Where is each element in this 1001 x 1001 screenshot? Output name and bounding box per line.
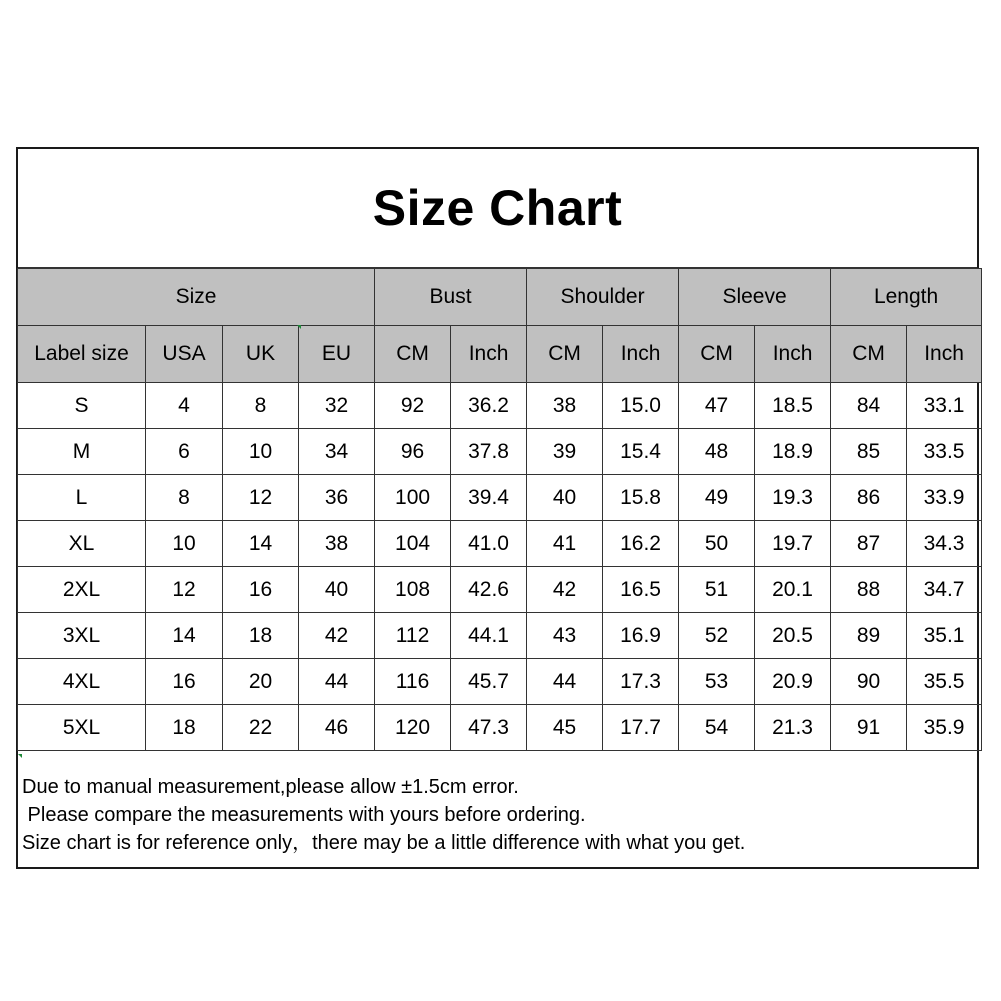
table-cell: S: [18, 383, 146, 429]
group-header-cell: Shoulder: [527, 269, 679, 326]
table-cell: 10: [146, 521, 223, 567]
table-cell: 8: [223, 383, 299, 429]
table-cell: 86: [831, 475, 907, 521]
table-cell: 20.5: [755, 613, 831, 659]
table-cell: 16: [223, 567, 299, 613]
note-line: Due to manual measurement,please allow ±1.5cm error.: [22, 776, 519, 798]
group-header-cell: Length: [831, 269, 982, 326]
table-cell: 5XL: [18, 705, 146, 751]
table-cell: 43: [527, 613, 603, 659]
table-cell: 38: [299, 521, 375, 567]
group-header-cell: Bust: [375, 269, 527, 326]
table-cell: 85: [831, 429, 907, 475]
table-cell: 20: [223, 659, 299, 705]
table-cell: 19.7: [755, 521, 831, 567]
table-cell: 39: [527, 429, 603, 475]
table-row: [18, 429, 982, 475]
table-row: [18, 705, 982, 751]
group-header-cell: Sleeve: [679, 269, 831, 326]
chart-title: Size Chart: [18, 149, 977, 268]
table-cell: 20.1: [755, 567, 831, 613]
column-header-cell: EU: [299, 326, 375, 383]
table-cell: 47.3: [451, 705, 527, 751]
column-header-cell: Label size: [18, 326, 146, 383]
table-cell: 22: [223, 705, 299, 751]
table-cell: 33.1: [907, 383, 982, 429]
size-table-body: [18, 269, 982, 751]
column-header-row: [18, 326, 982, 383]
table-cell: 12: [146, 567, 223, 613]
table-cell: 6: [146, 429, 223, 475]
table-cell: 40: [299, 567, 375, 613]
table-cell: 88: [831, 567, 907, 613]
table-cell: 18.9: [755, 429, 831, 475]
table-cell: 45.7: [451, 659, 527, 705]
table-cell: 2XL: [18, 567, 146, 613]
table-cell: 15.4: [603, 429, 679, 475]
table-cell: 20.9: [755, 659, 831, 705]
table-row: [18, 383, 982, 429]
table-cell: 4XL: [18, 659, 146, 705]
table-cell: 4: [146, 383, 223, 429]
table-cell: 36: [299, 475, 375, 521]
table-cell: 14: [223, 521, 299, 567]
table-row: [18, 659, 982, 705]
table-cell: 51: [679, 567, 755, 613]
table-cell: 16.5: [603, 567, 679, 613]
table-cell: 53: [679, 659, 755, 705]
cell-corner-mark: [18, 754, 22, 758]
table-cell: 35.1: [907, 613, 982, 659]
table-cell: 19.3: [755, 475, 831, 521]
table-cell: 48: [679, 429, 755, 475]
table-cell: 34.7: [907, 567, 982, 613]
table-cell: 89: [831, 613, 907, 659]
table-cell: 33.5: [907, 429, 982, 475]
table-cell: 38: [527, 383, 603, 429]
table-cell: 44: [527, 659, 603, 705]
table-cell: 47: [679, 383, 755, 429]
table-cell: 34: [299, 429, 375, 475]
table-cell: 16: [146, 659, 223, 705]
notes-block: [22, 773, 972, 857]
table-cell: 100: [375, 475, 451, 521]
table-cell: 42: [527, 567, 603, 613]
table-cell: 17.3: [603, 659, 679, 705]
table-cell: 104: [375, 521, 451, 567]
table-cell: 92: [375, 383, 451, 429]
size-chart-sheet: [16, 147, 979, 869]
cell-corner-mark: [297, 325, 301, 329]
table-cell: 18: [146, 705, 223, 751]
column-header-cell: Inch: [603, 326, 679, 383]
table-cell: 42.6: [451, 567, 527, 613]
table-cell: 120: [375, 705, 451, 751]
size-table: [17, 268, 982, 751]
column-header-cell: USA: [146, 326, 223, 383]
group-header-cell: Size: [18, 269, 375, 326]
table-cell: 33.9: [907, 475, 982, 521]
table-cell: 37.8: [451, 429, 527, 475]
table-cell: 52: [679, 613, 755, 659]
table-cell: 21.3: [755, 705, 831, 751]
column-header-cell: UK: [223, 326, 299, 383]
table-cell: 35.9: [907, 705, 982, 751]
table-cell: 44: [299, 659, 375, 705]
table-row: [18, 567, 982, 613]
table-cell: 36.2: [451, 383, 527, 429]
table-cell: 34.3: [907, 521, 982, 567]
table-cell: 45: [527, 705, 603, 751]
table-cell: 44.1: [451, 613, 527, 659]
table-cell: 39.4: [451, 475, 527, 521]
column-header-cell: Inch: [907, 326, 982, 383]
group-header-row: [18, 269, 982, 326]
table-cell: 32: [299, 383, 375, 429]
table-cell: 15.0: [603, 383, 679, 429]
column-header-cell: CM: [831, 326, 907, 383]
table-cell: 8: [146, 475, 223, 521]
column-header-cell: CM: [527, 326, 603, 383]
table-cell: 10: [223, 429, 299, 475]
table-cell: 16.2: [603, 521, 679, 567]
table-cell: 17.7: [603, 705, 679, 751]
table-cell: 14: [146, 613, 223, 659]
table-cell: 41.0: [451, 521, 527, 567]
table-cell: 50: [679, 521, 755, 567]
table-cell: M: [18, 429, 146, 475]
table-cell: 112: [375, 613, 451, 659]
table-cell: 42: [299, 613, 375, 659]
table-cell: 91: [831, 705, 907, 751]
column-header-cell: Inch: [755, 326, 831, 383]
table-cell: 90: [831, 659, 907, 705]
table-cell: 46: [299, 705, 375, 751]
table-cell: 18: [223, 613, 299, 659]
column-header-cell: CM: [679, 326, 755, 383]
column-header-cell: CM: [375, 326, 451, 383]
note-line: Please compare the measurements with yours before ordering.: [22, 804, 586, 826]
table-cell: L: [18, 475, 146, 521]
table-cell: 3XL: [18, 613, 146, 659]
column-header-cell: Inch: [451, 326, 527, 383]
table-cell: 40: [527, 475, 603, 521]
table-cell: 108: [375, 567, 451, 613]
note-line: Size chart is for reference only，there may be a little difference with what you get.: [22, 832, 746, 854]
table-cell: 84: [831, 383, 907, 429]
table-row: [18, 475, 982, 521]
table-cell: XL: [18, 521, 146, 567]
table-cell: 96: [375, 429, 451, 475]
table-cell: 15.8: [603, 475, 679, 521]
table-row: [18, 521, 982, 567]
table-cell: 12: [223, 475, 299, 521]
table-row: [18, 613, 982, 659]
table-cell: 54: [679, 705, 755, 751]
table-cell: 35.5: [907, 659, 982, 705]
table-cell: 41: [527, 521, 603, 567]
table-cell: 16.9: [603, 613, 679, 659]
table-cell: 49: [679, 475, 755, 521]
table-cell: 87: [831, 521, 907, 567]
table-cell: 18.5: [755, 383, 831, 429]
table-cell: 116: [375, 659, 451, 705]
